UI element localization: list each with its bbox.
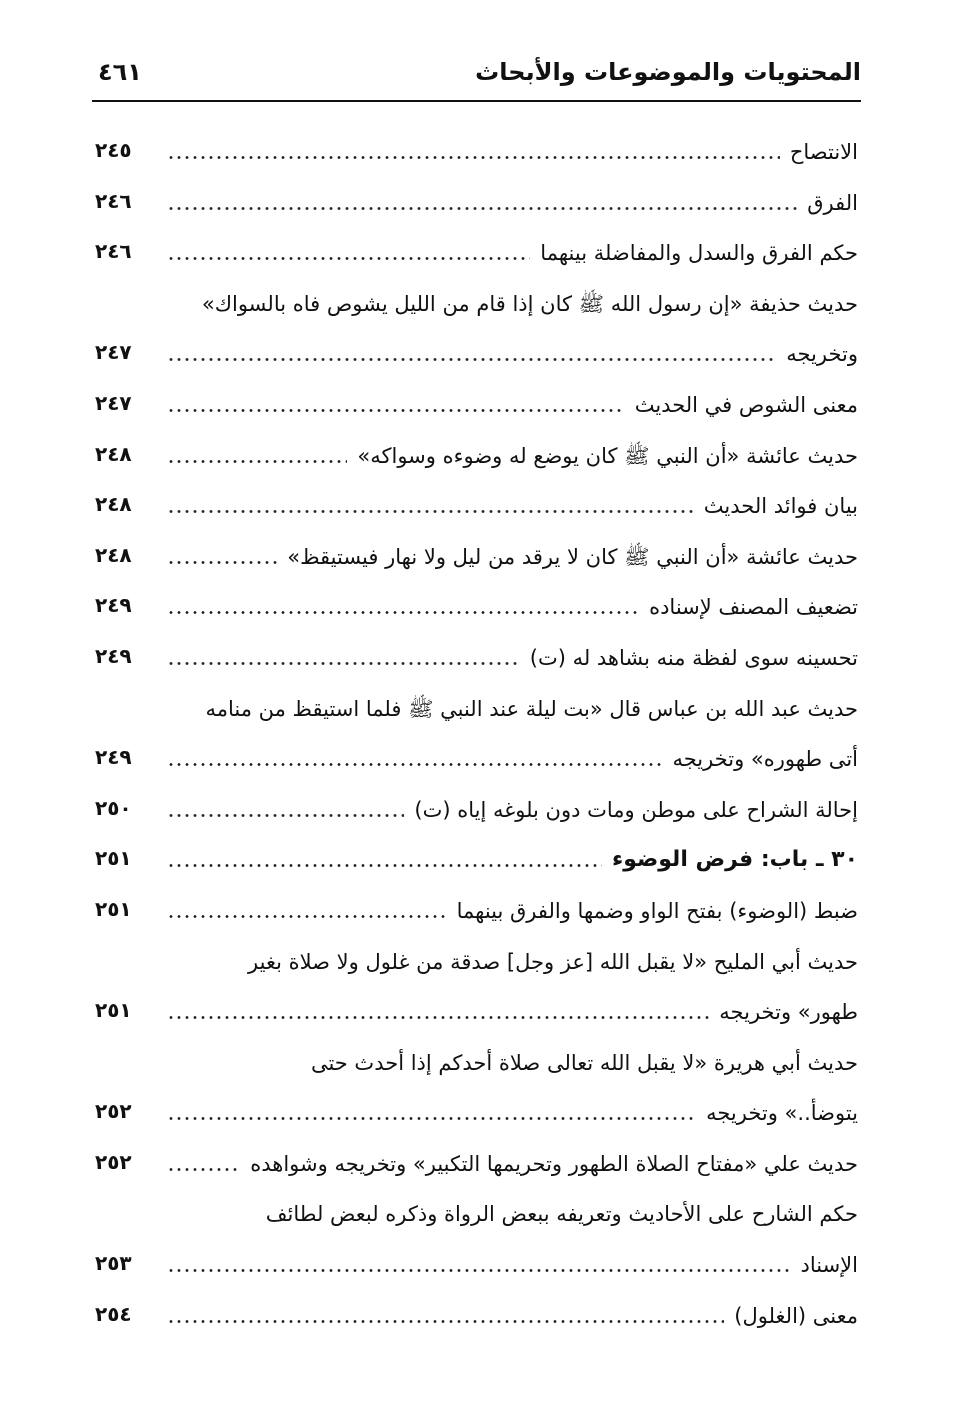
toc-entry-title: حكم الشارح على الأحاديث وتعريفه ببعض الرواة وذكره لبعض لطائف bbox=[265, 1202, 858, 1227]
leader-dots bbox=[167, 381, 625, 425]
leader-dots bbox=[167, 836, 602, 880]
toc-entry-title: حديث أبي المليح «لا يقبل الله [عز وجل] صدقة من غلول ولا صلاة بغير bbox=[248, 949, 858, 974]
toc-entry-title: وتخريجه bbox=[786, 342, 858, 367]
toc-entry-title: يتوضأ..» وتخريجه bbox=[706, 1101, 858, 1126]
toc-entry-title: حكم الفرق والسدل والمفاضلة بينهما bbox=[540, 241, 858, 266]
toc-entry-line bbox=[95, 381, 858, 432]
leader-dots bbox=[167, 583, 639, 627]
toc-entry-title: ضبط (الوضوء) بفتح الواو وضمها والفرق بينهما bbox=[456, 898, 858, 923]
leader-dots bbox=[167, 735, 662, 779]
header-page-number: ٤٦١ bbox=[98, 58, 142, 86]
toc-entry bbox=[95, 685, 858, 786]
toc-entry-line bbox=[95, 482, 858, 533]
toc-entry-line bbox=[95, 432, 858, 483]
toc-entry bbox=[95, 938, 858, 1039]
toc-entry-title: حديث عائشة «أن النبي ﷺ كان لا يرقد من ليل ولا نهار فيستيقظ» bbox=[287, 544, 858, 569]
toc-page-number: ٢٥٢ bbox=[95, 1099, 132, 1124]
toc-entry-title: معنى الشوص في الحديث bbox=[634, 392, 858, 417]
toc-entry bbox=[95, 533, 858, 584]
toc-page-number: ٢٤٩ bbox=[95, 643, 132, 668]
toc-entry-line bbox=[95, 735, 858, 786]
toc-entry-title: إحالة الشراح على موطن ومات دون بلوغه إياه (ت) bbox=[414, 797, 858, 822]
toc-entry bbox=[95, 786, 858, 837]
toc-page-number: ٢٤٧ bbox=[95, 390, 132, 415]
toc-entry-title: أتى طهوره» وتخريجه bbox=[672, 747, 858, 772]
toc-entry-title: طهور» وتخريجه bbox=[719, 1000, 858, 1025]
table-of-contents bbox=[95, 128, 858, 1342]
toc-entry-line bbox=[95, 128, 858, 179]
toc-page-number: ٢٥٤ bbox=[95, 1301, 132, 1326]
toc-entry-line bbox=[95, 179, 858, 230]
toc-page-number: ٢٤٩ bbox=[95, 745, 132, 770]
toc-entry-title: حديث حذيفة «إن رسول الله ﷺ كان إذا قام من الليل يشوص فاه بالسواك» bbox=[201, 291, 858, 316]
toc-entry bbox=[95, 280, 858, 381]
toc-page-number: ٢٤٦ bbox=[95, 239, 132, 264]
toc-entry bbox=[95, 1039, 858, 1140]
toc-entry bbox=[95, 128, 858, 179]
toc-entry bbox=[95, 432, 858, 483]
toc-entry-title: معنى (الغلول) bbox=[734, 1303, 858, 1328]
toc-entry-title: حديث عبد الله بن عباس قال «بت ليلة عند النبي ﷺ فلما استيقظ من منامه bbox=[205, 696, 858, 721]
leader-dots bbox=[167, 1292, 724, 1336]
toc-entry-line bbox=[95, 1140, 858, 1191]
toc-entry-line bbox=[95, 583, 858, 634]
toc-entry bbox=[95, 1140, 858, 1191]
toc-entry-line bbox=[95, 280, 858, 331]
running-header bbox=[92, 52, 861, 102]
leader-dots bbox=[167, 432, 347, 476]
toc-chapter-entry bbox=[95, 836, 858, 887]
toc-entry bbox=[95, 1292, 858, 1343]
toc-entry-line bbox=[95, 330, 858, 381]
toc-entry bbox=[95, 887, 858, 938]
toc-page-number: ٢٥٣ bbox=[95, 1251, 132, 1276]
leader-dots bbox=[167, 533, 277, 577]
leader-dots bbox=[167, 229, 530, 273]
toc-entry-title: تضعيف المصنف لإسناده bbox=[649, 595, 858, 620]
leader-dots bbox=[167, 988, 709, 1032]
toc-entry-line bbox=[95, 938, 858, 989]
toc-entry-line bbox=[95, 1241, 858, 1292]
toc-entry-line bbox=[95, 1190, 858, 1241]
toc-entry-line bbox=[95, 887, 858, 938]
leader-dots bbox=[167, 1140, 240, 1184]
toc-page-number: ٢٤٨ bbox=[95, 542, 132, 567]
toc-page-number: ٢٤٥ bbox=[95, 138, 132, 162]
toc-page-number: ٢٥٢ bbox=[95, 1149, 132, 1174]
toc-page-number: ٢٥١ bbox=[95, 896, 132, 921]
header-title: المحتويات والموضوعات والأبحاث bbox=[475, 58, 861, 86]
toc-entry bbox=[95, 1190, 858, 1291]
leader-dots bbox=[167, 1089, 696, 1133]
toc-entry bbox=[95, 583, 858, 634]
leader-dots bbox=[167, 786, 404, 830]
toc-entry-title: بيان فوائد الحديث bbox=[703, 494, 858, 519]
leader-dots bbox=[167, 330, 776, 374]
toc-page-number: ٢٥١ bbox=[95, 846, 132, 871]
toc-page-number: ٢٥٠ bbox=[95, 795, 132, 820]
toc-entry bbox=[95, 229, 858, 280]
leader-dots bbox=[167, 179, 797, 223]
leader-dots bbox=[167, 128, 780, 172]
header-rule bbox=[92, 100, 861, 102]
toc-entry-line bbox=[95, 634, 858, 685]
leader-dots bbox=[167, 1241, 791, 1285]
toc-entry-line bbox=[95, 229, 858, 280]
toc-entry-line bbox=[95, 685, 858, 736]
toc-entry bbox=[95, 482, 858, 533]
toc-entry bbox=[95, 381, 858, 432]
toc-entry-title: الفرق bbox=[807, 190, 858, 215]
toc-entry-title: حديث علي «مفتاح الصلاة الطهور وتحريمها التكبير» وتخريجه وشواهده bbox=[250, 1151, 858, 1176]
toc-entry bbox=[95, 179, 858, 230]
toc-entry-title: ٣٠ ـ باب: فرض الوضوء bbox=[611, 847, 858, 873]
toc-entry-line bbox=[95, 1292, 858, 1343]
toc-entry-line bbox=[95, 1089, 858, 1140]
toc-entry-line bbox=[95, 533, 858, 584]
toc-entry-line bbox=[95, 836, 858, 887]
toc-entry-title: تحسينه سوى لفظة منه بشاهد له (ت) bbox=[529, 645, 858, 670]
leader-dots bbox=[167, 887, 447, 931]
toc-page-number: ٢٤٨ bbox=[95, 441, 132, 466]
toc-page-number: ٢٤٧ bbox=[95, 340, 132, 365]
toc-entry-title: حديث عائشة «أن النبي ﷺ كان يوضع له وضوءه وسواكه» bbox=[357, 443, 858, 468]
leader-dots bbox=[167, 634, 520, 678]
toc-entry bbox=[95, 634, 858, 685]
toc-entry-line bbox=[95, 1039, 858, 1090]
toc-entry-title: الإسناد bbox=[800, 1253, 858, 1278]
toc-entry-title: الانتصاح bbox=[789, 140, 858, 164]
toc-entry-line bbox=[95, 988, 858, 1039]
toc-entry-line bbox=[95, 786, 858, 837]
toc-page-number: ٢٤٩ bbox=[95, 593, 132, 618]
toc-page-number: ٢٥١ bbox=[95, 998, 132, 1023]
toc-entry-title: حديث أبي هريرة «لا يقبل الله تعالى صلاة أحدكم إذا أحدث حتى bbox=[310, 1050, 858, 1075]
leader-dots bbox=[167, 482, 694, 526]
toc-page-number: ٢٤٨ bbox=[95, 492, 132, 517]
toc-page-number: ٢٤٦ bbox=[95, 188, 132, 213]
